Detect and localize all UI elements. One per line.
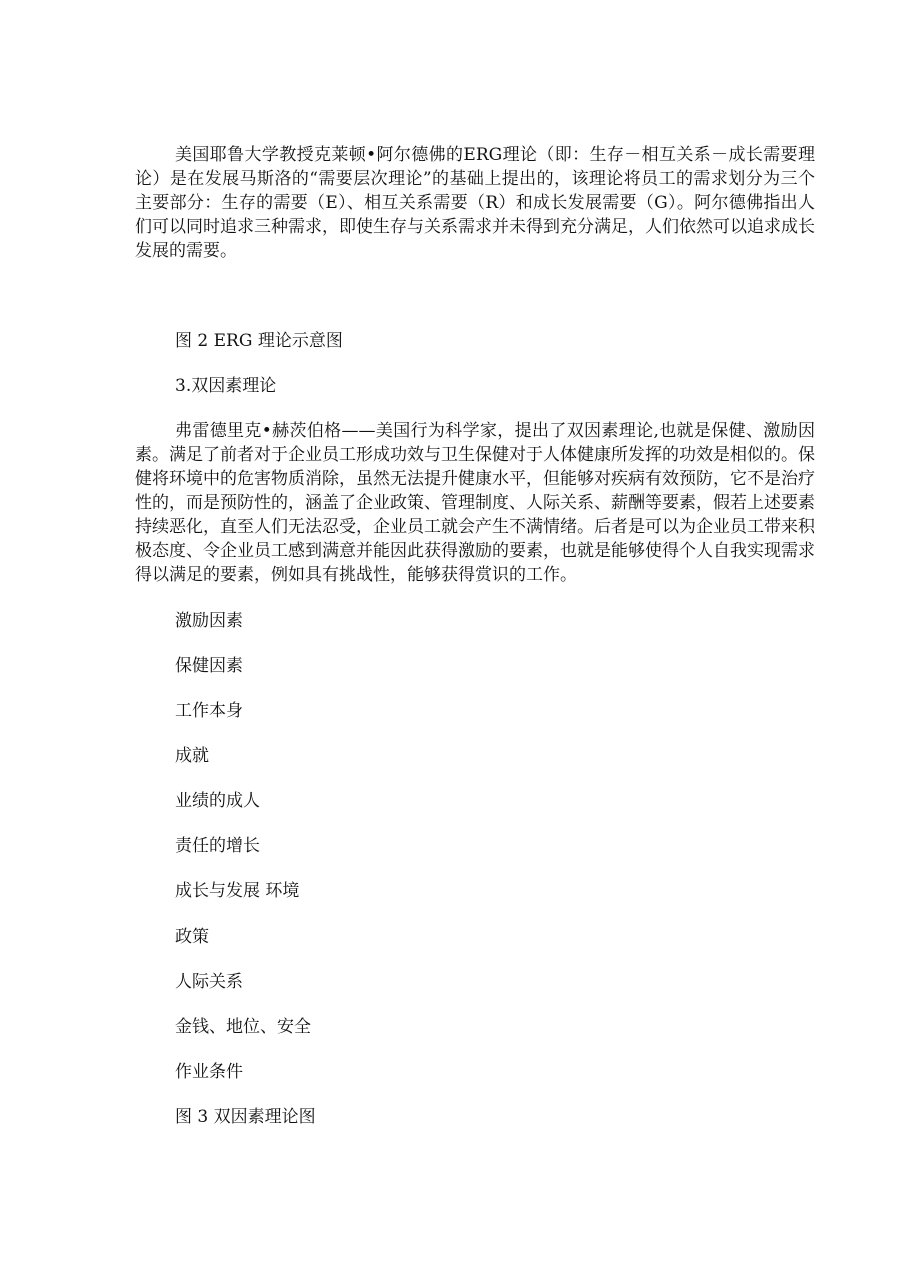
figure-3-label-money-status-security: 金钱、地位、安全 [175, 1017, 311, 1037]
figure-3-label-responsibility: 责任的增长 [175, 836, 260, 856]
two-factor-paragraph: 弗雷德里克•赫茨伯格——美国行为科学家，提出了双因素理论,也就是保健、激励因素。满足了前者对于企业员工形成功效与卫生保健对于人体健康所发挥的功效是相似的。保健将环境中的危害物质消除，虽然无法提升健康水平，但能够对疾病有效预防，它不是治疗性的，而是预防性的，涵盖了企业政策、管理制度、人际关系、薪酬等要素，假若上述要素持续恶化，直至人们无法忍受，企业员工就会产生不满情绪。后者是可以为企业员工带来积极态度、令企业员工感到满意并能因此获得激励的要素，也就是能够使得个人自我实现需求得以满足的要素，例如具有挑战性，能够获得赏识的工作。 [135, 421, 815, 585]
erg-paragraph: 美国耶鲁大学教授克莱顿•阿尔德佛的ERG理论（即：生存－相互关系－成长需要理论）是在发展马斯洛的“需要层次理论”的基础上提出的，该理论将员工的需求划分为三个主要部分：生存的需要（E）、相互关系需要（R）和成长发展需要（G）。阿尔德佛指出人们可以同时追求三种需求，即使生存与关系需求并未得到充分满足，人们依然可以追求成长发展的需要。 [135, 145, 815, 261]
figure-3-label-hygiene: 保健因素 [175, 656, 243, 676]
figure-3-label-working-conditions: 作业条件 [175, 1062, 243, 1082]
figure-3-label-performance: 业绩的成人 [175, 791, 260, 811]
figure-3-label-work-itself: 工作本身 [175, 701, 243, 721]
figure-3-label-growth-environment: 成长与发展 环境 [175, 881, 300, 901]
figure-2-caption: 图 2 ERG 理论示意图 [175, 331, 343, 351]
figure-3-label-achievement: 成就 [175, 746, 209, 766]
section-heading: 3.双因素理论 [175, 376, 277, 396]
figure-3-label-policy: 政策 [175, 927, 209, 947]
figure-3-label-relationships: 人际关系 [175, 972, 243, 992]
figure-3-label-motivation: 激励因素 [175, 611, 243, 631]
figure-3-caption: 图 3 双因素理论图 [175, 1107, 316, 1127]
